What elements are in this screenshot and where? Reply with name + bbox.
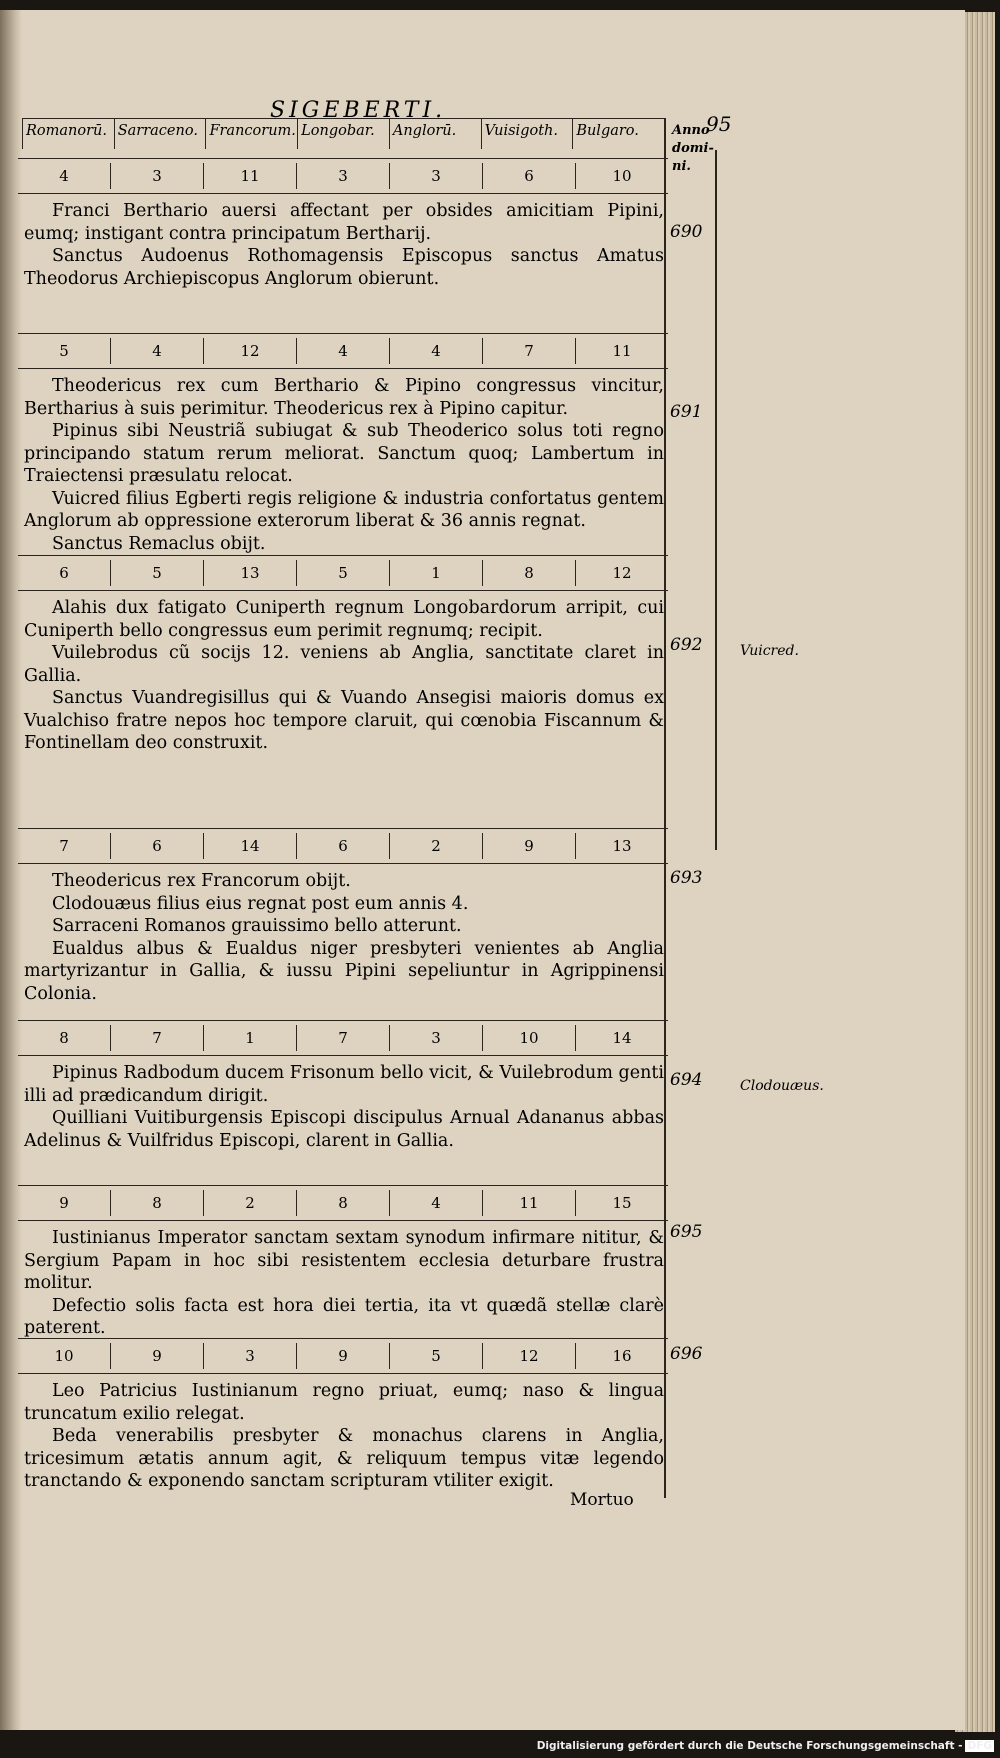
- regnal-year: 2: [390, 833, 483, 859]
- regnal-year: 7: [111, 1025, 204, 1051]
- regnal-year: 9: [111, 1343, 204, 1369]
- regnal-years-row: [18, 333, 668, 369]
- regnal-year: 9: [18, 1190, 111, 1216]
- column-header: Romanorū.: [23, 119, 115, 149]
- regnal-year: 10: [18, 1343, 111, 1369]
- chronicle-entry: [18, 828, 668, 1005]
- entry-text: [18, 1221, 668, 1340]
- entry-paragraph: Vuicred filius Egberti regis religione & industria confortatus gentem Anglorum ab oppressione exterorum liberat & 36 annis regnat.: [24, 488, 664, 531]
- column-headers: [22, 118, 666, 149]
- regnal-year: 3: [390, 163, 483, 189]
- entry-text: [18, 194, 668, 290]
- entry-paragraph: Franci Berthario auersi affectant per obsides amicitiam Pipini, eumq; instigant contra principatum Bertharij.: [24, 201, 664, 244]
- running-head: SIGEBERTI.: [270, 98, 447, 123]
- regnal-year: 5: [18, 338, 111, 364]
- column-header: Longobar.: [298, 119, 390, 149]
- page-number: 95: [706, 112, 732, 136]
- entry-text: [18, 591, 668, 755]
- entry-paragraph: Defectio solis facta est hora diei tertia, ita vt quædã stellæ clarè paterent.: [24, 1295, 664, 1338]
- regnal-year: 11: [204, 163, 297, 189]
- regnal-year: 8: [111, 1190, 204, 1216]
- entry-text: [18, 369, 668, 555]
- column-header: Vuisigoth.: [482, 119, 574, 149]
- anno-domini-label: Anno domi- ni.: [672, 123, 714, 174]
- column-header: Anglorū.: [390, 119, 482, 149]
- anno-domini-year: 691: [670, 402, 703, 422]
- regnal-years-row: [18, 555, 668, 591]
- regnal-year: 7: [297, 1025, 390, 1051]
- entry-paragraph: Sarraceni Romanos grauissimo bello atterunt.: [52, 916, 462, 936]
- regnal-year: 14: [204, 833, 297, 859]
- regnal-year: 13: [204, 560, 297, 586]
- regnal-year: 4: [390, 338, 483, 364]
- regnal-year: 5: [297, 560, 390, 586]
- regnal-year: 13: [612, 837, 632, 855]
- regnal-year: 4: [390, 1190, 483, 1216]
- margin-ruler-name: Clodouæus.: [740, 1078, 824, 1094]
- footer-bar: [0, 1738, 1000, 1758]
- regnal-year: 3: [297, 163, 390, 189]
- entry-paragraph: Pipinus Radbodum ducem Frisonum bello vicit, & Vuilebrodum genti illi ad prædicandum dirigit.: [24, 1063, 664, 1106]
- regnal-year: 9: [297, 1343, 390, 1369]
- regnal-year: 9: [483, 833, 576, 859]
- regnal-year: 6: [18, 560, 111, 586]
- regnal-year: 12: [483, 1343, 576, 1369]
- entry-paragraph: Theodericus rex Francorum obijt.: [52, 871, 351, 891]
- entry-paragraph: Vuilebrodus cũ socijs 12. veniens ab Anglia, sanctitate claret in Gallia.: [24, 643, 664, 686]
- regnal-year: 4: [18, 163, 111, 189]
- regnal-year: 12: [204, 338, 297, 364]
- entry-paragraph: Sanctus Vuandregisillus qui & Vuando Ansegisi maioris domus ex Vualchiso fratre nepos hoc tempore claruit, qui cœnobia Fiscannum & Fontinellam deo construxit.: [24, 688, 664, 753]
- regnal-year: 11: [612, 342, 632, 360]
- regnal-year: 3: [204, 1343, 297, 1369]
- regnal-year: 10: [483, 1025, 576, 1051]
- dfg-logo: DFG: [967, 1740, 992, 1752]
- entry-paragraph: Sanctus Remaclus obijt.: [52, 533, 266, 554]
- regnal-year: 15: [612, 1194, 632, 1212]
- regnal-year: 4: [111, 338, 204, 364]
- entry-paragraph: Sanctus Audoenus Rothomagensis Episcopus sanctus Amatus Theodorus Archiepiscopus Anglorum obierunt.: [24, 246, 664, 289]
- chronicle-entry: [18, 333, 668, 555]
- chronicle-entry: [18, 158, 668, 290]
- regnal-year: 5: [390, 1343, 483, 1369]
- entry-text: [18, 1056, 668, 1152]
- regnal-year: 3: [111, 163, 204, 189]
- regnal-year: 4: [297, 338, 390, 364]
- regnal-year: 8: [297, 1190, 390, 1216]
- entry-text: [18, 864, 668, 1005]
- regnal-year: 3: [390, 1025, 483, 1051]
- regnal-years-row: [18, 828, 668, 864]
- entry-paragraph: Theodericus rex cum Berthario & Pipino congressus vincitur, Bertharius à suis perimitur. Theodericus rex à Pipino capitur.: [24, 376, 664, 419]
- regnal-year: 6: [111, 833, 204, 859]
- anno-domini-year: 694: [670, 1070, 703, 1090]
- regnal-year: 8: [483, 560, 576, 586]
- regnal-year: 1: [390, 560, 483, 586]
- column-header: Sarraceno.: [115, 119, 207, 149]
- anno-domini-year: 692: [670, 635, 703, 655]
- chronicle-entry: [18, 1020, 668, 1152]
- margin-ruler-name: Vuicred.: [740, 643, 799, 659]
- footer-credit: Digitalisierung gefördert durch die Deutsche Forschungsgemeinschaft - DFG: [536, 1740, 992, 1752]
- regnal-years-row: [18, 1185, 668, 1221]
- entry-paragraph: Eualdus albus & Eualdus niger presbyteri venientes ab Anglia martyrizantur in Gallia, & iussu Pipini sepeliuntur in Agrippinensi Colonia.: [24, 938, 664, 1004]
- regnal-year: 6: [297, 833, 390, 859]
- regnal-years-row: [18, 1020, 668, 1056]
- regnal-year: 11: [483, 1190, 576, 1216]
- anno-domini-year: 696: [670, 1344, 703, 1364]
- entry-paragraph: Beda venerabilis presbyter & monachus clarens in Anglia, tricesimum ætatis annum agit, & reliquum tempus vitæ legendo tranctando & exponendo sanctam scripturam vtiliter exigit.: [24, 1426, 664, 1491]
- regnal-year: 5: [111, 560, 204, 586]
- regnal-year: 2: [204, 1190, 297, 1216]
- chronicle-entry: [18, 1185, 668, 1340]
- chronicle-entry: [18, 1338, 668, 1493]
- anno-domini-year: 693: [670, 868, 703, 888]
- entry-paragraph: Leo Patricius Iustinianum regno priuat, eumq; naso & lingua truncatum exilio relegat.: [24, 1381, 664, 1424]
- regnal-year: 1: [204, 1025, 297, 1051]
- column-header: Bulgaro.: [573, 119, 665, 149]
- anno-domini-year: 695: [670, 1222, 703, 1242]
- regnal-years-row: [18, 158, 668, 194]
- regnal-year: 6: [483, 163, 576, 189]
- entry-paragraph: Iustinianus Imperator sanctam sextam synodum infirmare nititur, & Sergium Papam in hoc sibi resistentem ecclesia deturbare frustra molitur.: [24, 1228, 664, 1293]
- entry-paragraph: Clodouæus filius eius regnat post eum annis 4.: [52, 893, 469, 914]
- regnal-year: 7: [18, 833, 111, 859]
- entry-paragraph: Alahis dux fatigato Cuniperth regnum Longobardorum arripit, cui Cuniperth bello congressus eum perimit regnumq; recipit.: [24, 598, 664, 641]
- regnal-years-row: [18, 1338, 668, 1374]
- entry-paragraph: Quilliani Vuitiburgensis Episcopi discipulus Arnual Adananus abbas Adelinus & Vuilfridus Episcopi, clarent in Gallia.: [24, 1108, 664, 1151]
- catchword: Mortuo: [570, 1490, 634, 1510]
- anno-domini-year: 690: [670, 222, 703, 242]
- entry-text: [18, 1374, 668, 1493]
- regnal-year: 12: [612, 564, 632, 582]
- chronicle-entry: [18, 555, 668, 755]
- regnal-year: 14: [612, 1029, 632, 1047]
- regnal-year: 10: [612, 167, 632, 185]
- margin-rule-outer: [715, 150, 717, 850]
- column-header: Francorum.: [206, 119, 298, 149]
- entry-paragraph: Pipinus sibi Neustriã subiugat & sub Theoderico solus toti regno principando statum rerum meliorat. Sanctum quoq; Lambertum in Traiectensi præsulatu relocat.: [24, 421, 664, 486]
- regnal-year: 7: [483, 338, 576, 364]
- regnal-year: 16: [612, 1347, 632, 1365]
- regnal-year: 8: [18, 1025, 111, 1051]
